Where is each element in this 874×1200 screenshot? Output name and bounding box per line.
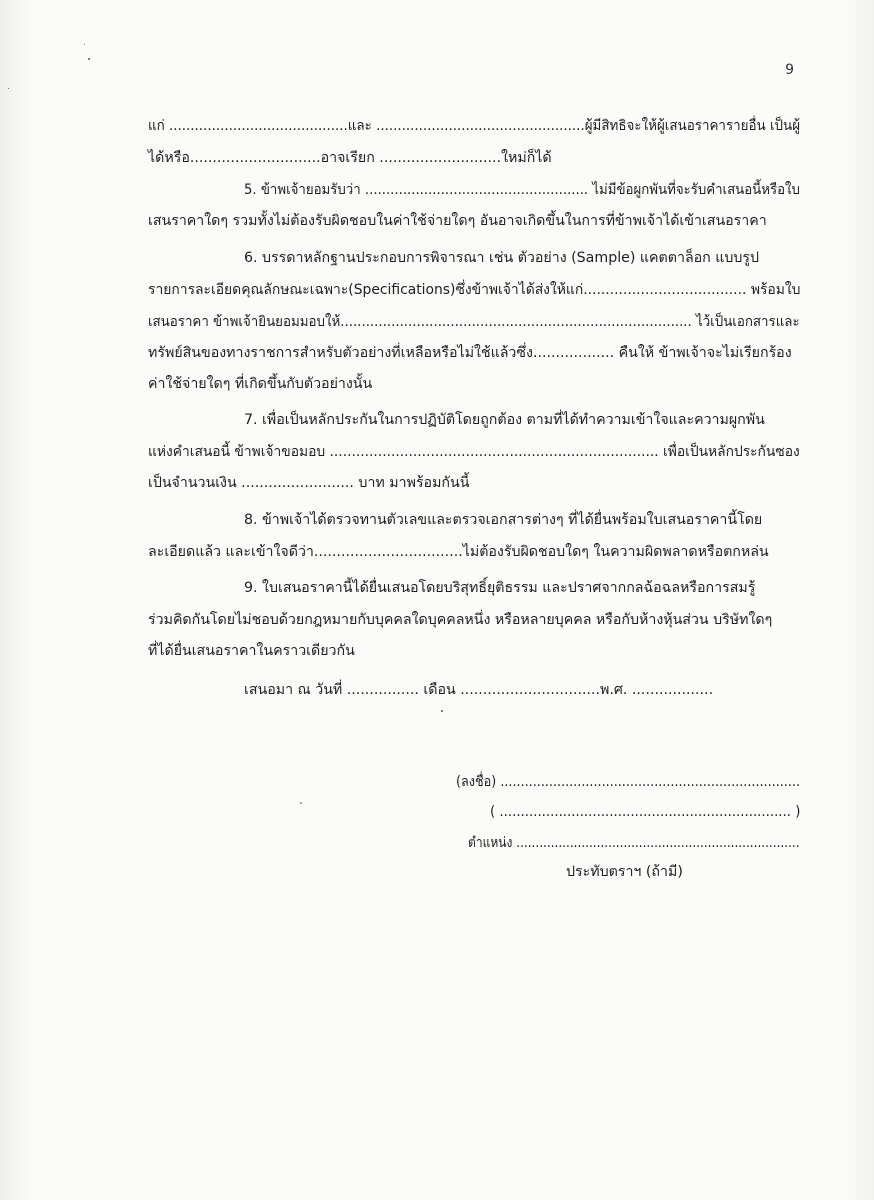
para6-line3: เสนอราคา ข้าพเจ้ายินยอมมอบให้................................................................................... ไว้เป็นเอกสารและ (148, 314, 800, 330)
scan-speck (441, 710, 443, 712)
para4-line2: ได้หรือ.............................อาจเรียก ...........................ใหม่ก็ได้ (148, 150, 552, 166)
para5-line1: 5. ข้าพเจ้ายอมรับว่า ..................................................... ไม่มีข้อผูกพันที่จะรับคำเสนอนี้หรือใบ (244, 182, 800, 198)
scan-speck (300, 802, 302, 804)
para5-line2: เสนราคาใดๆ รวมทั้งไม่ต้องรับผิดชอบในค่าใช้จ่ายใดๆ อันอาจเกิดขึ้นในการที่ข้าพเจ้าได้เข้าเสนอราคา (148, 213, 767, 229)
scan-speck (88, 58, 90, 60)
scan-speck (84, 44, 85, 45)
scan-speck (8, 88, 9, 89)
page-number: 9 (785, 62, 794, 78)
para8-line2: ละเอียดแล้ว และเข้าใจดีว่า.................................ไม่ต้องรับผิดชอบใดๆ ในความผิดพลาดหรือตกหล่น (148, 544, 769, 560)
para9-line3: ที่ได้ยื่นเสนอราคาในคราวเดียวกัน (148, 643, 355, 659)
para6-line2: รายการละเอียดคุณลักษณะเฉพาะ(Specifications)ซึ่งข้าพเจ้าได้ส่งให้แก่..................................... พร้อมใบ (148, 282, 801, 298)
para8-line1: 8. ข้าพเจ้าได้ตรวจทานตัวเลขและตรวจเอกสารต่างๆ ที่ได้ยื่นพร้อมใบเสนอราคานี้โดย (244, 512, 763, 528)
para9-line2: ร่วมคิดกันโดยไม่ชอบด้วยกฎหมายกับบุคคลใดบุคคลหนึ่ง หรือหลายบุคคล หรือกับห้างหุ้นส่วน บริษัทใดๆ (148, 612, 773, 628)
para7-line1: 7. เพื่อเป็นหลักประกันในการปฏิบัติโดยถูกต้อง ตามที่ได้ทำความเข้าใจและความผูกพัน (244, 412, 765, 428)
para7-line2: แห่งคำเสนอนี้ ข้าพเจ้าขอมอบ ........................................................................... เพื่อเป็นหลักประกันซอง (148, 444, 800, 460)
para7-line3: เป็นจำนวนเงิน ......................... บาท มาพร้อมกันนี้ (148, 475, 470, 491)
para6-line5: ค่าใช้จ่ายใดๆ ที่เกิดขึ้นกับตัวอย่างนั้น (148, 376, 373, 392)
para9-line1: 9. ใบเสนอราคานี้ได้ยื่นเสนอโดยบริสุทธิ์ยุติธรรม และปราศจากกลฉ้อฉลหรือการสมรู้ (244, 580, 756, 596)
para6-line4: ทรัพย์สินของทางราชการสำหรับตัวอย่างที่เหลือหรือไม่ใช้แล้วซึ่ง.................. คืนให้ ข้าพเจ้าจะไม่เรียกร้อง (148, 345, 792, 361)
position-line: ตำแหน่ง .......................................................................... (468, 835, 800, 851)
para6-line1: 6. บรรดาหลักฐานประกอบการพิจารณา เช่น ตัวอย่าง (Sample) แคตตาล็อก แบบรูป (244, 250, 760, 266)
printed-name-line: ( ..................................................................... ) (490, 804, 801, 820)
para4-line1: แก่ ..........................................และ .................................................ผู้มีสิทธิจะให้ผู้เสนอราคารายอื่น เป็นผู้ (148, 118, 801, 134)
date-line: เสนอมา ณ วันที่ ................ เดือน ...............................พ.ศ. .................. (244, 682, 714, 698)
signature-line: (ลงชื่อ) .......................................................................... (456, 774, 801, 790)
company-seal-line: ประทับตราฯ (ถ้ามี) (566, 864, 683, 880)
